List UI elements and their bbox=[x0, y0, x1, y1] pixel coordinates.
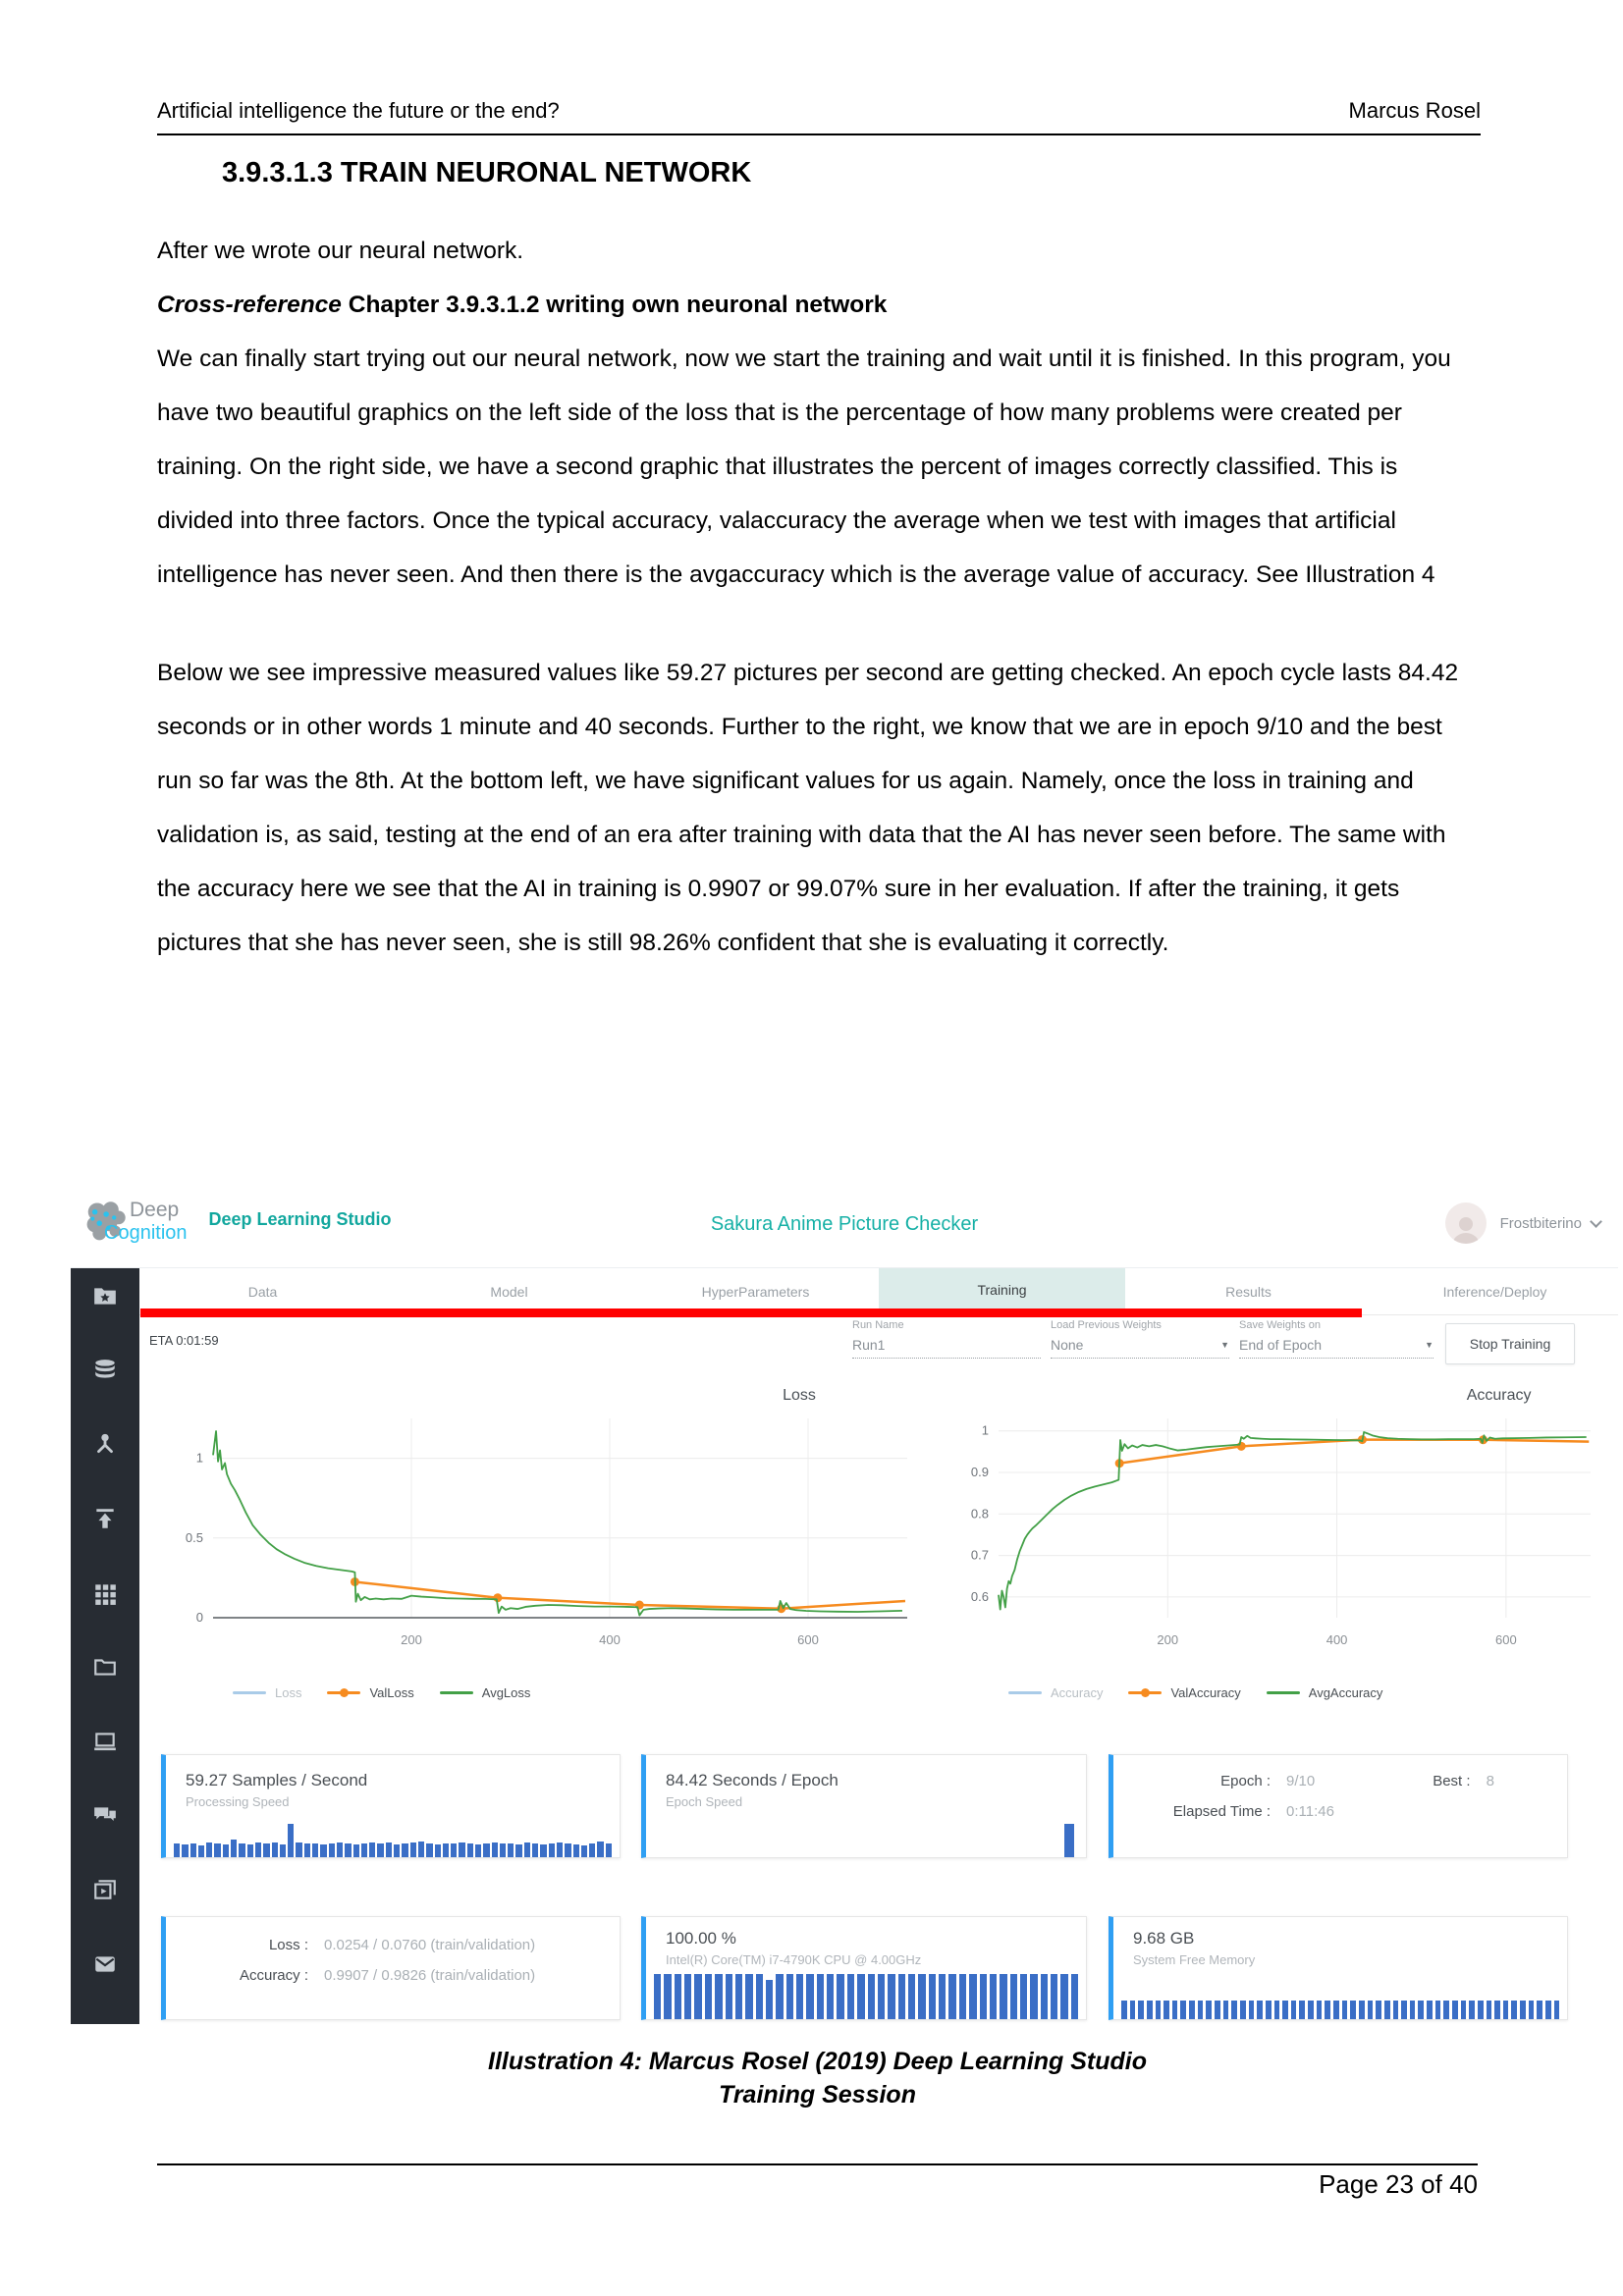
epoch-info-card bbox=[1109, 1754, 1568, 1858]
tab-training[interactable]: Training bbox=[879, 1268, 1125, 1314]
bar bbox=[694, 1974, 701, 2019]
bar bbox=[1487, 2001, 1492, 2019]
bar bbox=[386, 1842, 392, 1857]
bar bbox=[1393, 2001, 1399, 2019]
svg-text:600: 600 bbox=[797, 1632, 819, 1647]
legend-swatch bbox=[327, 1691, 360, 1694]
bar bbox=[1478, 2001, 1484, 2019]
svg-text:0.7: 0.7 bbox=[970, 1547, 989, 1563]
accuracy-metric-value: 0.9907 / 0.9826 (train/validation) bbox=[324, 1967, 536, 1984]
legend-swatch bbox=[1128, 1691, 1162, 1694]
bar bbox=[182, 1844, 188, 1857]
bar bbox=[573, 1844, 579, 1857]
bar bbox=[483, 1843, 489, 1857]
training-toolbar bbox=[139, 1315, 1618, 1374]
legend-swatch bbox=[1267, 1691, 1300, 1694]
svg-text:0.9: 0.9 bbox=[970, 1464, 989, 1479]
bar bbox=[817, 1974, 824, 2019]
chevron-down-icon bbox=[1590, 1215, 1602, 1228]
legend-swatch bbox=[233, 1691, 266, 1694]
bar bbox=[345, 1843, 351, 1857]
bar bbox=[684, 1974, 691, 2019]
memory-card bbox=[1109, 1916, 1568, 2020]
bar bbox=[255, 1842, 261, 1857]
epoch-speed-value: 84.42 Seconds / Epoch bbox=[666, 1771, 839, 1789]
bar bbox=[1520, 2001, 1526, 2019]
loss-accuracy-card bbox=[161, 1916, 621, 2020]
bar bbox=[1071, 1974, 1078, 2019]
bar bbox=[1240, 2001, 1246, 2019]
bar bbox=[806, 1974, 813, 2019]
legend-marker-dot bbox=[340, 1688, 349, 1697]
bar bbox=[1041, 1974, 1048, 2019]
svg-text:200: 200 bbox=[1157, 1632, 1179, 1647]
run-name-field[interactable] bbox=[852, 1319, 1041, 1359]
bar bbox=[837, 1974, 843, 2019]
svg-text:Accuracy: Accuracy bbox=[1466, 1387, 1532, 1404]
bar bbox=[939, 1974, 946, 2019]
legend-label: Accuracy bbox=[1051, 1685, 1104, 1700]
svg-text:Loss: Loss bbox=[783, 1387, 816, 1404]
bar bbox=[369, 1842, 375, 1857]
accuracy-chart-legend bbox=[1008, 1685, 1608, 1700]
bar bbox=[1282, 2001, 1288, 2019]
bar bbox=[467, 1843, 473, 1857]
bar bbox=[247, 1844, 253, 1857]
bar bbox=[1342, 2001, 1348, 2019]
bar bbox=[1333, 2001, 1339, 2019]
bar bbox=[508, 1843, 514, 1857]
tab-results[interactable]: Results bbox=[1225, 1283, 1271, 1300]
bar bbox=[766, 1980, 773, 2019]
bar bbox=[377, 1843, 383, 1857]
legend-swatch bbox=[1008, 1691, 1042, 1694]
bar bbox=[304, 1843, 310, 1857]
user-menu[interactable] bbox=[1445, 1202, 1600, 1244]
epoch-label: Epoch : bbox=[1220, 1773, 1271, 1789]
svg-text:1: 1 bbox=[195, 1450, 203, 1466]
bar bbox=[288, 1824, 294, 1857]
bar bbox=[959, 1974, 966, 2019]
legend-label: ValLoss bbox=[369, 1685, 414, 1700]
accuracy-chart-svg bbox=[925, 1374, 1608, 1679]
caption-line-1: Illustration 4: Marcus Rosel (2019) Deep Learning Studio bbox=[488, 2048, 1147, 2075]
bar bbox=[990, 1974, 997, 2019]
body-paragraph-2 bbox=[157, 278, 1478, 332]
bar bbox=[1130, 2001, 1136, 2019]
cpu-usage-value: 100.00 % bbox=[666, 1929, 736, 1948]
bar bbox=[745, 1974, 752, 2019]
bar bbox=[223, 1844, 229, 1857]
bar bbox=[1266, 2001, 1271, 2019]
bar bbox=[435, 1844, 441, 1857]
files-folder-icon[interactable] bbox=[90, 1653, 120, 1682]
bar bbox=[1223, 2001, 1229, 2019]
body-paragraph-1: After we wrote our neural network. bbox=[157, 238, 524, 264]
bar bbox=[929, 1974, 936, 2019]
bar bbox=[735, 1974, 742, 2019]
bar bbox=[918, 1974, 925, 2019]
bar bbox=[969, 1974, 976, 2019]
bar bbox=[557, 1842, 563, 1857]
bar bbox=[329, 1843, 335, 1857]
bar bbox=[1308, 2001, 1314, 2019]
bar bbox=[948, 1974, 955, 2019]
app-body bbox=[71, 1268, 1618, 2024]
bar bbox=[280, 1844, 286, 1857]
bar bbox=[664, 1974, 671, 2019]
bar bbox=[1511, 2001, 1517, 2019]
apps-grid-icon[interactable] bbox=[90, 1578, 120, 1607]
product-name: Deep Learning Studio bbox=[208, 1208, 392, 1229]
epoch-speed-card bbox=[641, 1754, 1087, 1858]
sidebar bbox=[71, 1268, 139, 2024]
bar bbox=[1359, 2001, 1365, 2019]
bar bbox=[1020, 1974, 1027, 2019]
bar bbox=[500, 1843, 506, 1857]
bar bbox=[756, 1974, 763, 2019]
deep-learning-studio-screenshot bbox=[71, 1181, 1618, 2024]
bar bbox=[1418, 2001, 1424, 2019]
bar bbox=[524, 1842, 530, 1857]
page-header-right: Marcus Rosel bbox=[1348, 98, 1481, 123]
epoch-speed-label: Epoch Speed bbox=[666, 1794, 743, 1809]
bar bbox=[337, 1842, 343, 1857]
bar bbox=[868, 1974, 875, 2019]
loss-chart-svg bbox=[139, 1374, 925, 1679]
workspace-laptop-icon[interactable] bbox=[90, 1728, 120, 1756]
run-name-label: Run Name bbox=[852, 1319, 904, 1331]
bar bbox=[1529, 2001, 1535, 2019]
bar bbox=[1452, 2001, 1458, 2019]
bar bbox=[1163, 2001, 1169, 2019]
bar bbox=[1291, 2001, 1297, 2019]
datasets-database-icon[interactable] bbox=[90, 1357, 120, 1385]
legend-item-accuracy[interactable] bbox=[1008, 1685, 1103, 1700]
section-heading: 3.9.3.1.3 TRAIN NEURONAL NETWORK bbox=[222, 157, 752, 188]
bar bbox=[1368, 2001, 1374, 2019]
bar bbox=[475, 1844, 481, 1857]
red-annotation-line bbox=[140, 1308, 1362, 1317]
bar bbox=[1299, 2001, 1305, 2019]
page-header bbox=[157, 98, 1481, 135]
cpu-name-label: Intel(R) Core(TM) i7-4790K CPU @ 4.00GHz bbox=[666, 1952, 922, 1967]
bar bbox=[190, 1843, 196, 1857]
load-previous-weights-value: None bbox=[1051, 1337, 1084, 1353]
bar bbox=[1384, 2001, 1390, 2019]
tab-inference-deploy[interactable]: Inference/Deploy bbox=[1442, 1283, 1547, 1300]
save-weights-on-value: End of Epoch bbox=[1239, 1337, 1323, 1353]
bar bbox=[1172, 2001, 1178, 2019]
bar bbox=[532, 1843, 538, 1857]
legend-marker-dot bbox=[1141, 1688, 1150, 1697]
tab-model[interactable]: Model bbox=[490, 1283, 528, 1300]
app-main bbox=[139, 1268, 1618, 2024]
bar bbox=[1545, 2001, 1551, 2019]
app-header bbox=[71, 1181, 1618, 1268]
bar bbox=[857, 1974, 864, 2019]
bar bbox=[451, 1843, 457, 1857]
tab-hyperparameters[interactable]: HyperParameters bbox=[701, 1283, 810, 1300]
user-name: Frostbiterino bbox=[1499, 1214, 1582, 1232]
bar bbox=[1060, 1974, 1067, 2019]
dropdown-arrow-icon: ▼ bbox=[1425, 1340, 1434, 1350]
bar bbox=[597, 1842, 603, 1857]
bar bbox=[1376, 2001, 1381, 2019]
bar bbox=[1257, 2001, 1263, 2019]
legend-item-loss[interactable] bbox=[233, 1685, 301, 1700]
eta-text: ETA 0:01:59 bbox=[149, 1333, 219, 1348]
bar bbox=[353, 1844, 359, 1857]
logo-deep-text: Deep bbox=[130, 1198, 180, 1221]
legend-item-valloss[interactable] bbox=[327, 1685, 413, 1700]
bar bbox=[1274, 2001, 1280, 2019]
bar bbox=[908, 1974, 915, 2019]
caption-line-2: Training Session bbox=[719, 2081, 916, 2109]
page-number: Page 23 of 40 bbox=[1319, 2169, 1478, 2199]
bar bbox=[1461, 2001, 1467, 2019]
svg-text:0.5: 0.5 bbox=[185, 1529, 203, 1545]
bar bbox=[888, 1974, 894, 2019]
svg-text:400: 400 bbox=[1325, 1632, 1348, 1647]
bar bbox=[459, 1842, 464, 1857]
bar bbox=[898, 1974, 905, 2019]
bar bbox=[1121, 2001, 1127, 2019]
bar bbox=[589, 1843, 595, 1857]
projects-folder-icon[interactable] bbox=[90, 1282, 120, 1310]
bar bbox=[1138, 2001, 1144, 2019]
avatar[interactable] bbox=[1445, 1202, 1487, 1244]
logo-cognition-text: Cognition bbox=[104, 1221, 188, 1244]
charts-row bbox=[139, 1374, 1618, 1700]
bar bbox=[980, 1974, 987, 2019]
bar bbox=[565, 1843, 570, 1857]
memory-value: 9.68 GB bbox=[1133, 1929, 1195, 1948]
bar bbox=[206, 1842, 212, 1857]
bar bbox=[705, 1974, 712, 2019]
bar bbox=[1554, 2001, 1560, 2019]
bar bbox=[675, 1974, 681, 2019]
cross-reference-label: Cross-reference bbox=[157, 292, 342, 318]
bar bbox=[443, 1843, 449, 1857]
svg-text:0.8: 0.8 bbox=[970, 1506, 989, 1522]
bar bbox=[654, 1974, 661, 2019]
page-header-left: Artificial intelligence the future or the end? bbox=[157, 98, 560, 123]
bar bbox=[312, 1843, 318, 1857]
bar bbox=[726, 1974, 732, 2019]
bar bbox=[606, 1843, 612, 1857]
bar bbox=[581, 1845, 587, 1857]
footer-rule bbox=[157, 2163, 1478, 2165]
legend-swatch bbox=[440, 1691, 473, 1694]
cpu-card bbox=[641, 1916, 1087, 2020]
save-weights-on-field[interactable] bbox=[1239, 1319, 1434, 1359]
elapsed-time-label: Elapsed Time : bbox=[1172, 1803, 1271, 1820]
bar bbox=[1317, 2001, 1323, 2019]
bar bbox=[1215, 2001, 1220, 2019]
bar bbox=[1410, 2001, 1416, 2019]
bar bbox=[272, 1842, 278, 1857]
tab-data[interactable]: Data bbox=[247, 1283, 278, 1300]
project-title: Sakura Anime Picture Checker bbox=[710, 1212, 979, 1235]
bar bbox=[263, 1843, 269, 1857]
bar bbox=[402, 1843, 407, 1857]
bar bbox=[1443, 2001, 1449, 2019]
bar bbox=[1435, 2001, 1441, 2019]
processing-speed-sparkline bbox=[174, 1824, 612, 1857]
bar bbox=[174, 1843, 180, 1857]
bar bbox=[847, 1974, 854, 2019]
body-paragraph-3: We can finally start trying out our neural network, now we start the training and wait until it is finished. In this program, you have two beautiful graphics on the left side of the loss that is the percentage of how many problems were created per training. On the right side, we have a second graphic that illustrates the percent of images correctly classified. This is divided into three factors. Once the typical accuracy, valaccuracy the average when we test with images that artificial intelligence has never seen. And then there is the avgaccuracy which is the average value of accuracy. See Illustration 4 bbox=[157, 346, 1451, 588]
processing-speed-label: Processing Speed bbox=[186, 1794, 290, 1809]
bar bbox=[1156, 2001, 1162, 2019]
bar bbox=[1427, 2001, 1433, 2019]
document-body bbox=[157, 224, 1478, 970]
svg-text:0.6: 0.6 bbox=[970, 1588, 989, 1604]
load-previous-weights-field[interactable] bbox=[1051, 1319, 1229, 1359]
legend-item-avgaccuracy[interactable] bbox=[1267, 1685, 1383, 1700]
bar bbox=[198, 1845, 204, 1857]
svg-text:200: 200 bbox=[401, 1632, 422, 1647]
memory-sparkline bbox=[1121, 1990, 1559, 2019]
epoch-value: 9/10 bbox=[1286, 1773, 1316, 1789]
bar bbox=[1325, 2001, 1330, 2019]
bar bbox=[426, 1843, 432, 1857]
cross-reference-text: Chapter 3.9.3.1.2 writing own neuronal network bbox=[341, 292, 888, 318]
svg-text:1: 1 bbox=[981, 1422, 989, 1438]
legend-label: Loss bbox=[275, 1685, 302, 1700]
accuracy-metric-label: Accuracy : bbox=[239, 1967, 308, 1984]
stop-training-button[interactable]: Stop Training bbox=[1445, 1323, 1575, 1364]
best-label: Best : bbox=[1433, 1773, 1471, 1789]
epoch-speed-bar bbox=[1064, 1824, 1074, 1857]
illustration-caption bbox=[157, 2045, 1478, 2111]
bar bbox=[540, 1844, 546, 1857]
bar bbox=[515, 1844, 521, 1857]
bar bbox=[214, 1843, 220, 1857]
bar bbox=[1503, 2001, 1509, 2019]
upload-icon[interactable] bbox=[90, 1505, 120, 1533]
bar bbox=[1350, 2001, 1356, 2019]
bar bbox=[1180, 2001, 1186, 2019]
load-previous-weights-label: Load Previous Weights bbox=[1051, 1319, 1162, 1331]
bar bbox=[715, 1974, 722, 2019]
elapsed-time-value: 0:11:46 bbox=[1286, 1803, 1334, 1820]
bar bbox=[1189, 2001, 1195, 2019]
body-paragraph-4: Below we see impressive measured values like 59.27 pictures per second are getting checked. An epoch cycle lasts 84.42 seconds or in other words 1 minute and 40 seconds. Further to the right, we know that we are in epoch 9/10 and the best run so far was the 8th. At the bottom left, we have significant values for us again. Namely, once the loss in training and validation is, as said, testing at the end of an era after training with data that the AI has never seen before. The same with the accuracy here we see that the AI in training is 0.9907 or 99.07% sure in her evaluation. If after the training, it gets pictures that she has never seen, she is still 98.26% confident that she is evaluating it correctly. bbox=[157, 660, 1459, 956]
bar bbox=[320, 1844, 326, 1857]
legend-label: ValAccuracy bbox=[1170, 1685, 1241, 1700]
bar bbox=[1000, 1974, 1006, 2019]
mail-icon[interactable] bbox=[90, 1949, 120, 1978]
bar bbox=[1231, 2001, 1237, 2019]
bar bbox=[1249, 2001, 1255, 2019]
bar bbox=[1198, 2001, 1204, 2019]
bar bbox=[1401, 2001, 1407, 2019]
bar bbox=[549, 1843, 555, 1857]
loss-chart bbox=[139, 1374, 925, 1700]
bar bbox=[1010, 1974, 1017, 2019]
dropdown-arrow-icon: ▼ bbox=[1220, 1340, 1229, 1350]
legend-item-avgloss[interactable] bbox=[440, 1685, 531, 1700]
bar bbox=[1469, 2001, 1475, 2019]
loss-metric-value: 0.0254 / 0.0760 (train/validation) bbox=[324, 1937, 536, 1953]
processing-speed-card bbox=[161, 1754, 621, 1858]
bar bbox=[418, 1842, 424, 1857]
bar bbox=[786, 1974, 793, 2019]
bar bbox=[1051, 1974, 1057, 2019]
accuracy-chart bbox=[925, 1374, 1608, 1700]
bar bbox=[776, 1974, 783, 2019]
save-weights-on-label: Save Weights on bbox=[1239, 1319, 1321, 1331]
svg-text:0: 0 bbox=[195, 1610, 203, 1625]
loss-chart-legend bbox=[233, 1685, 925, 1700]
models-flow-icon[interactable] bbox=[90, 1430, 120, 1459]
bar bbox=[492, 1842, 498, 1857]
bar bbox=[361, 1843, 367, 1857]
legend-label: AvgLoss bbox=[481, 1685, 531, 1700]
videos-icon[interactable] bbox=[90, 1876, 120, 1904]
processing-speed-value: 59.27 Samples / Second bbox=[186, 1771, 368, 1789]
bar bbox=[796, 1974, 803, 2019]
bar bbox=[1537, 2001, 1542, 2019]
bar bbox=[394, 1844, 400, 1857]
loss-metric-label: Loss : bbox=[268, 1937, 308, 1953]
bar bbox=[239, 1843, 244, 1857]
legend-label: AvgAccuracy bbox=[1308, 1685, 1383, 1700]
run-name-value: Run1 bbox=[852, 1337, 886, 1353]
bar bbox=[827, 1974, 834, 2019]
best-value: 8 bbox=[1486, 1773, 1494, 1789]
bar bbox=[231, 1840, 237, 1857]
svg-text:600: 600 bbox=[1495, 1632, 1517, 1647]
bar bbox=[1206, 2001, 1212, 2019]
bar bbox=[1147, 2001, 1153, 2019]
bar bbox=[296, 1842, 301, 1857]
chat-icon[interactable] bbox=[90, 1801, 120, 1830]
bar bbox=[1494, 2001, 1500, 2019]
cpu-usage-sparkline bbox=[654, 1974, 1078, 2019]
svg-text:400: 400 bbox=[599, 1632, 621, 1647]
legend-item-valaccuracy[interactable] bbox=[1128, 1685, 1240, 1700]
bar bbox=[878, 1974, 885, 2019]
bar bbox=[1030, 1974, 1037, 2019]
bar bbox=[410, 1842, 416, 1857]
memory-label: System Free Memory bbox=[1133, 1952, 1256, 1967]
